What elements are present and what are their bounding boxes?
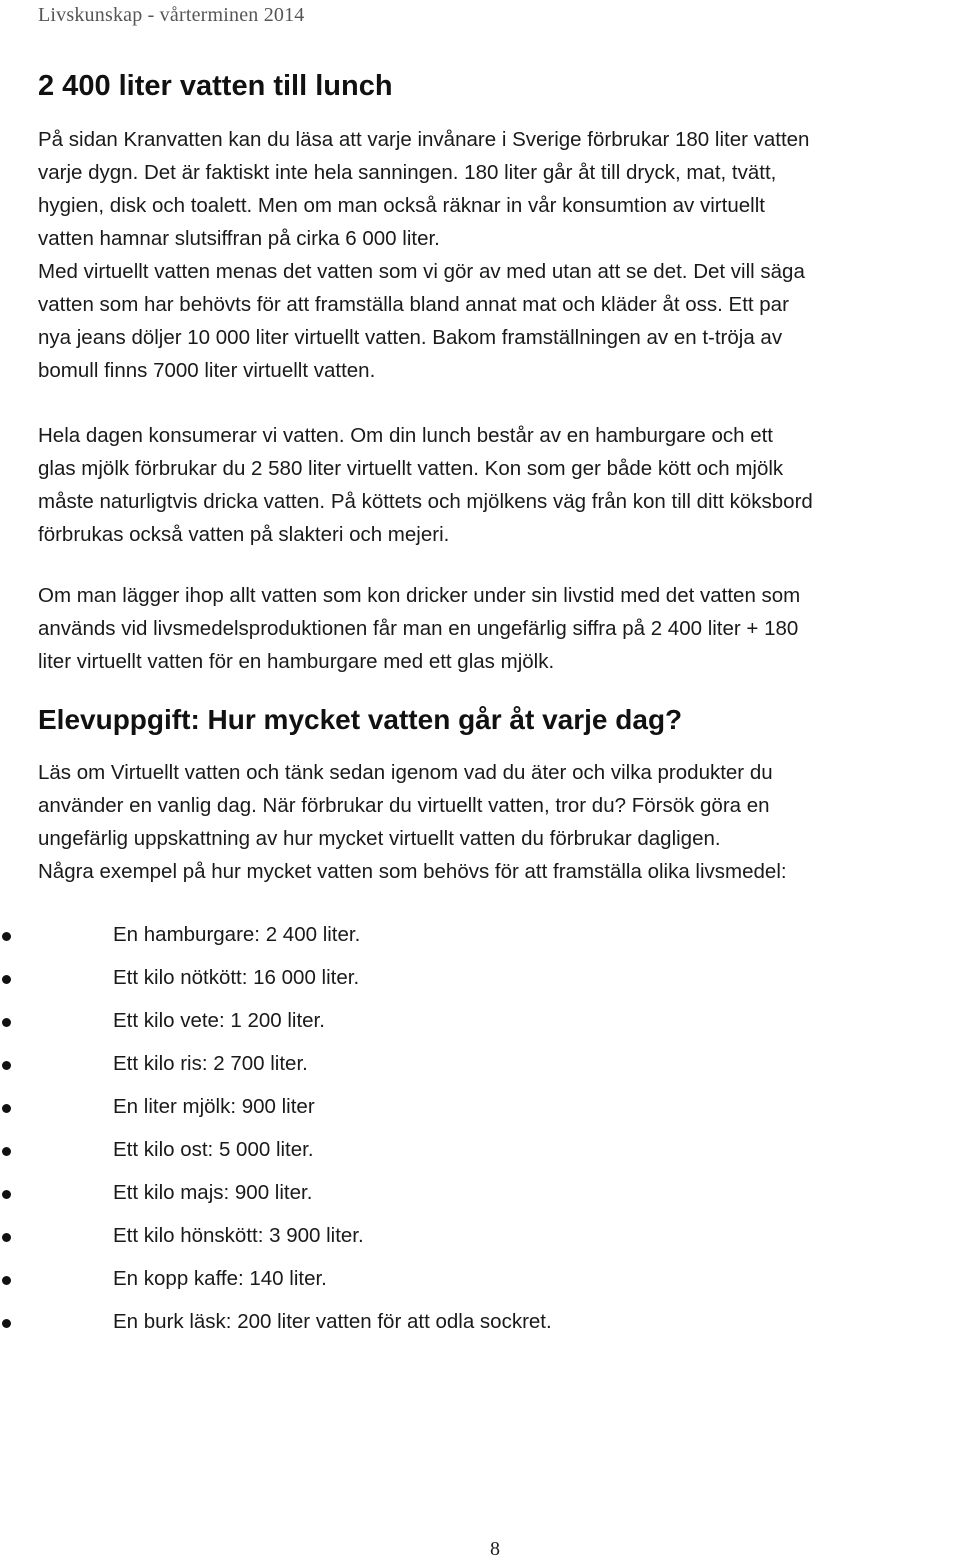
text-line: På sidan Kranvatten kan du läsa att varje invånare i Sverige förbrukar 180 liter vatten: [38, 128, 810, 151]
text-line: vatten som har behövts för att framställa bland annat mat och kläder åt oss. Ett par: [38, 293, 789, 316]
text-line: Om man lägger ihop allt vatten som kon dricker under sin livstid med det vatten som: [38, 584, 801, 607]
summary-paragraph: [38, 579, 938, 678]
page-header: Livskunskap - vårterminen 2014: [38, 4, 305, 26]
list-item-text: En liter mjölk: 900 liter: [113, 1095, 315, 1118]
bullet-icon: [2, 1147, 11, 1156]
text-line: glas mjölk förbrukar du 2 580 liter virtuellt vatten. Kon som ger både kött och mjölk: [38, 457, 784, 480]
text-line: ungefärlig uppskattning av hur mycket virtuellt vatten du förbrukar dagligen.: [38, 827, 721, 850]
text-line: används vid livsmedelsproduktionen får man en ungefärlig siffra på 2 400 liter + 180: [38, 617, 799, 640]
list-item-text: Ett kilo majs: 900 liter.: [113, 1181, 313, 1204]
intro-paragraph: [38, 123, 938, 387]
text-line: Med virtuellt vatten menas det vatten som vi gör av med utan att se det. Det vill säga: [38, 260, 805, 283]
text-line: Några exempel på hur mycket vatten som behövs för att framställa olika livsmedel:: [38, 860, 787, 883]
text-line: förbrukas också vatten på slakteri och mejeri.: [38, 523, 450, 546]
bullet-icon: [2, 1190, 11, 1199]
bullet-icon: [2, 1018, 11, 1027]
list-item-text: Ett kilo ost: 5 000 liter.: [113, 1138, 314, 1161]
text-line: liter virtuellt vatten för en hamburgare med ett glas mjölk.: [38, 650, 555, 673]
page-number: 8: [490, 1538, 500, 1560]
bullet-icon: [2, 975, 11, 984]
lunch-paragraph: [38, 419, 938, 551]
section-title: 2 400 liter vatten till lunch: [38, 70, 393, 102]
text-line: måste naturligtvis dricka vatten. På köttets och mjölkens väg från kon till ditt köksbord: [38, 490, 813, 513]
list-item: [0, 916, 552, 959]
text-line: varje dygn. Det är faktiskt inte hela sanningen. 180 liter går åt till dryck, mat, tvätt,: [38, 161, 777, 184]
bullet-icon: [2, 1319, 11, 1328]
list-item: [0, 959, 552, 1002]
list-item: [0, 1260, 552, 1303]
list-item-text: Ett kilo hönskött: 3 900 liter.: [113, 1224, 364, 1247]
text-line: använder en vanlig dag. När förbrukar du virtuellt vatten, tror du? Försök göra en: [38, 794, 770, 817]
bullet-icon: [2, 1061, 11, 1070]
bullet-icon: [2, 1233, 11, 1242]
text-line: Läs om Virtuellt vatten och tänk sedan igenom vad du äter och vilka produkter du: [38, 761, 773, 784]
text-line: nya jeans döljer 10 000 liter virtuellt vatten. Bakom framställningen av en t-tröja av: [38, 326, 783, 349]
bullet-icon: [2, 932, 11, 941]
text-line: bomull finns 7000 liter virtuellt vatten.: [38, 359, 376, 382]
list-item-text: En kopp kaffe: 140 liter.: [113, 1267, 327, 1290]
bullet-icon: [2, 1104, 11, 1113]
text-line: hygien, disk och toalett. Men om man också räknar in vår konsumtion av virtuellt: [38, 194, 765, 217]
list-item-text: Ett kilo ris: 2 700 liter.: [113, 1052, 308, 1075]
assignment-paragraph: [38, 756, 938, 888]
list-item: [0, 1303, 552, 1346]
list-item: [0, 1131, 552, 1174]
list-item: [0, 1088, 552, 1131]
list-item: [0, 1045, 552, 1088]
list-item-text: En hamburgare: 2 400 liter.: [113, 923, 361, 946]
list-item-text: Ett kilo nötkött: 16 000 liter.: [113, 966, 360, 989]
list-item: [0, 1002, 552, 1045]
assignment-title: Elevuppgift: Hur mycket vatten går åt varje dag?: [38, 704, 683, 735]
bullet-icon: [2, 1276, 11, 1285]
list-item-text: Ett kilo vete: 1 200 liter.: [113, 1009, 325, 1032]
list-item: [0, 1217, 552, 1260]
list-item-text: En burk läsk: 200 liter vatten för att odla sockret.: [113, 1310, 552, 1333]
water-examples-list: [0, 916, 552, 1346]
list-item: [0, 1174, 552, 1217]
text-line: vatten hamnar slutsiffran på cirka 6 000 liter.: [38, 227, 440, 250]
text-line: Hela dagen konsumerar vi vatten. Om din lunch består av en hamburgare och ett: [38, 424, 773, 447]
